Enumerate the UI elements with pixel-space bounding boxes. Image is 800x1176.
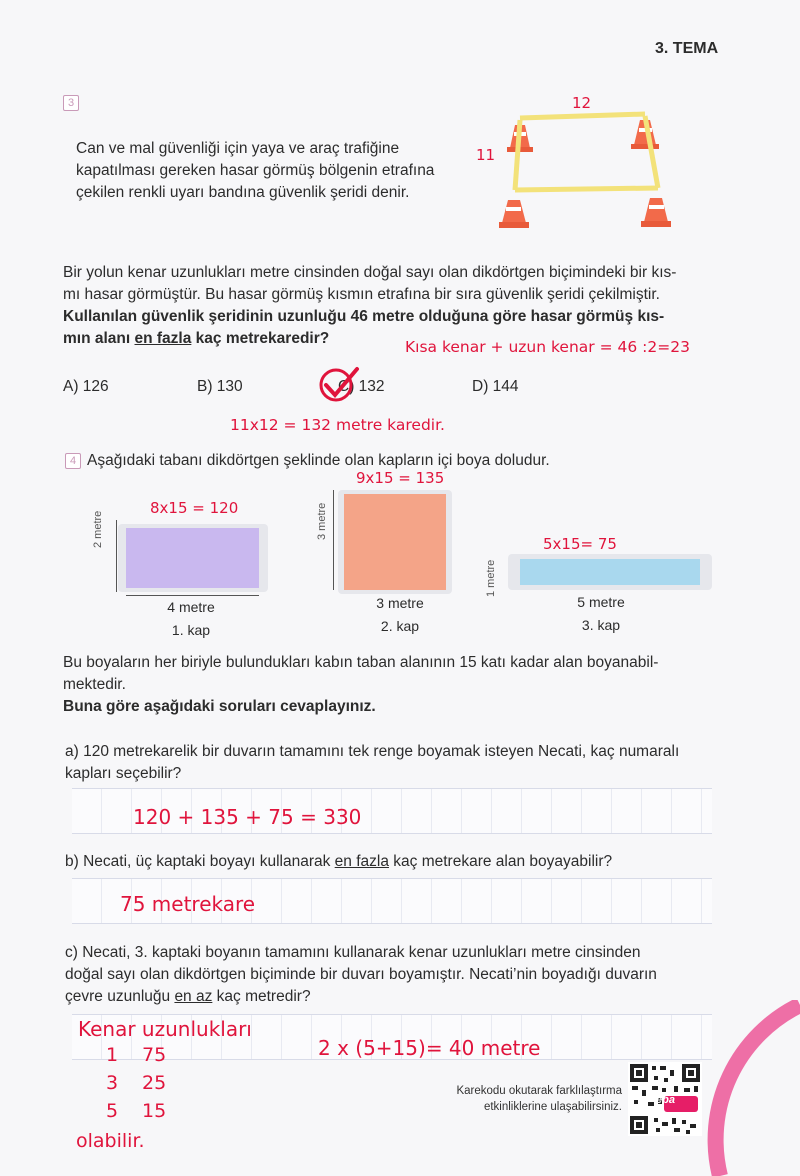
container-1-paint	[126, 528, 259, 588]
traffic-cone-icon	[499, 200, 529, 228]
q4-part-c	[65, 942, 657, 1008]
qr-caption-line: etkinliklerine ulaşabilirsiniz.	[483, 1101, 622, 1113]
hand-pair-1-b: 75	[142, 1044, 167, 1066]
q4-part-a	[65, 741, 679, 785]
dimension-line	[116, 520, 117, 592]
q4-part-c-hand-calc: 2 x (5+15)= 40 metre	[318, 1036, 541, 1060]
decorative-corner-arc	[700, 1000, 800, 1176]
q4-title: Aşağıdaki tabanı dikdörtgen şeklinde olan kapların içi boya doludur.	[87, 452, 550, 469]
q3-option-d: D) 144	[472, 378, 519, 395]
figure-side-label: 11	[476, 146, 496, 164]
container-3-height: 1 metre	[485, 559, 497, 597]
checkmark-icon	[317, 365, 361, 403]
q4-description	[63, 652, 733, 718]
q3-body	[63, 262, 723, 350]
container-2-height: 3 metre	[316, 502, 328, 540]
q3-question-part: kaç metrekaredir?	[191, 330, 330, 347]
q3-body-line: mı hasar görmüştür. Bu hasar görmüş kısmın etrafına bir sıra güvenlik şeridi çekilmiştir.	[63, 286, 660, 303]
q4-part-b-emphasis: en fazla	[334, 853, 389, 870]
question-3-number: 3	[63, 95, 79, 111]
q3-option-c: C) 132	[338, 378, 385, 395]
q3-intro-line: Can ve mal güvenliği için yaya ve araç trafiğine	[76, 140, 400, 157]
q4-part-b	[65, 851, 612, 873]
q3-hand-answer: 11x12 = 132 metre karedir.	[230, 416, 445, 434]
q4-part-c-hand-title: Kenar uzunlukları	[78, 1017, 252, 1041]
hand-pair-1-a: 1	[106, 1044, 119, 1066]
q3-intro-line: çekilen renkli uyarı bandına güvenlik şeridi denir.	[76, 184, 410, 201]
container-2-calc: 9x15 = 135	[356, 469, 445, 487]
q4-part-a-hand-answer: 120 + 135 + 75 = 330	[133, 805, 362, 829]
hand-pair-2-b: 25	[142, 1072, 167, 1094]
container-1-width: 4 metre	[167, 599, 215, 615]
q4-description-line: mektedir.	[63, 676, 126, 693]
q4-part-b-text: kaç metrekare alan boyayabilir?	[388, 853, 613, 870]
theme-header: 3. TEMA	[655, 40, 719, 57]
q4-part-c-line: doğal sayı olan dikdörtgen biçiminde bir duvarı boyamıştır. Necati’nin boyadığı duvarın	[65, 966, 657, 983]
dimension-line	[126, 595, 259, 596]
container-1-height: 2 metre	[92, 510, 104, 548]
q4-part-c-emphasis: en az	[174, 988, 213, 1005]
qr-caption	[424, 1083, 622, 1115]
q3-intro	[76, 138, 434, 204]
q4-part-c-line: c) Necati, 3. kaptaki boyanın tamamını kullanarak kenar uzunlukları metre cinsinden	[65, 944, 641, 961]
q3-intro-line: kapatılması gereken hasar görmüş bölgenin etrafına	[76, 162, 435, 179]
qr-caption-line: Karekodu okutarak farklılaştırma	[456, 1085, 622, 1097]
container-1-name: 1. kap	[171, 622, 211, 638]
q4-part-c-line-3	[65, 986, 657, 1008]
hand-pair-3-a: 5	[106, 1100, 119, 1122]
q4-part-a-line: kapları seçebilir?	[65, 765, 182, 782]
container-3-name: 3. kap	[581, 617, 621, 633]
traffic-cone-icon	[641, 198, 671, 227]
container-2-name: 2. kap	[380, 618, 420, 634]
container-3-calc: 5x15= 75	[543, 535, 617, 553]
container-3-width: 5 metre	[577, 594, 625, 610]
q4-part-c-text: kaç metredir?	[212, 988, 311, 1005]
q4-part-a-line: a) 120 metrekarelik bir duvarın tamamını tek renge boyamak isteyen Necati, kaç numaralı	[65, 743, 680, 760]
hand-pair-2-a: 3	[106, 1072, 119, 1094]
q3-question-part: mın alanı	[63, 330, 135, 347]
dimension-line	[333, 490, 334, 590]
q3-body-line: Bir yolun kenar uzunlukları metre cinsinden doğal sayı olan dikdörtgen biçimindeki bir kıs-	[63, 264, 677, 281]
question-4-number: 4	[65, 453, 81, 469]
q3-option-a: A) 126	[63, 378, 109, 395]
figure-top-label: 12	[572, 94, 592, 112]
q3-hand-note: Kısa kenar + uzun kenar = 46 :2=23	[405, 338, 690, 356]
eba-badge: eba	[656, 1094, 675, 1106]
q4-part-c-text: çevre uzunluğu	[65, 988, 175, 1005]
safety-tape-figure	[470, 90, 700, 240]
q4-part-b-hand-answer: 75 metrekare	[120, 892, 256, 916]
q4-description-line: Bu boyaların her biriyle bulundukları kabın taban alanının 15 katı kadar alan boyanabil-	[63, 654, 659, 671]
q3-question-line: Kullanılan güvenlik şeridinin uzunluğu 46 metre olduğuna göre hasar görmüş kıs-	[63, 308, 665, 325]
container-1-calc: 8x15 = 120	[150, 499, 239, 517]
container-2-width: 3 metre	[376, 595, 424, 611]
q3-question-emphasis: en fazla	[134, 330, 192, 347]
container-2-paint	[344, 494, 446, 590]
q4-instruction: Buna göre aşağıdaki soruları cevaplayınız.	[63, 698, 376, 715]
hand-pair-3-b: 15	[142, 1100, 167, 1122]
q4-part-c-hand-end: olabilir.	[76, 1130, 145, 1152]
q4-part-b-text: b) Necati, üç kaptaki boyayı kullanarak	[65, 853, 335, 870]
q3-option-b: B) 130	[197, 378, 243, 395]
container-3-paint	[520, 559, 700, 585]
